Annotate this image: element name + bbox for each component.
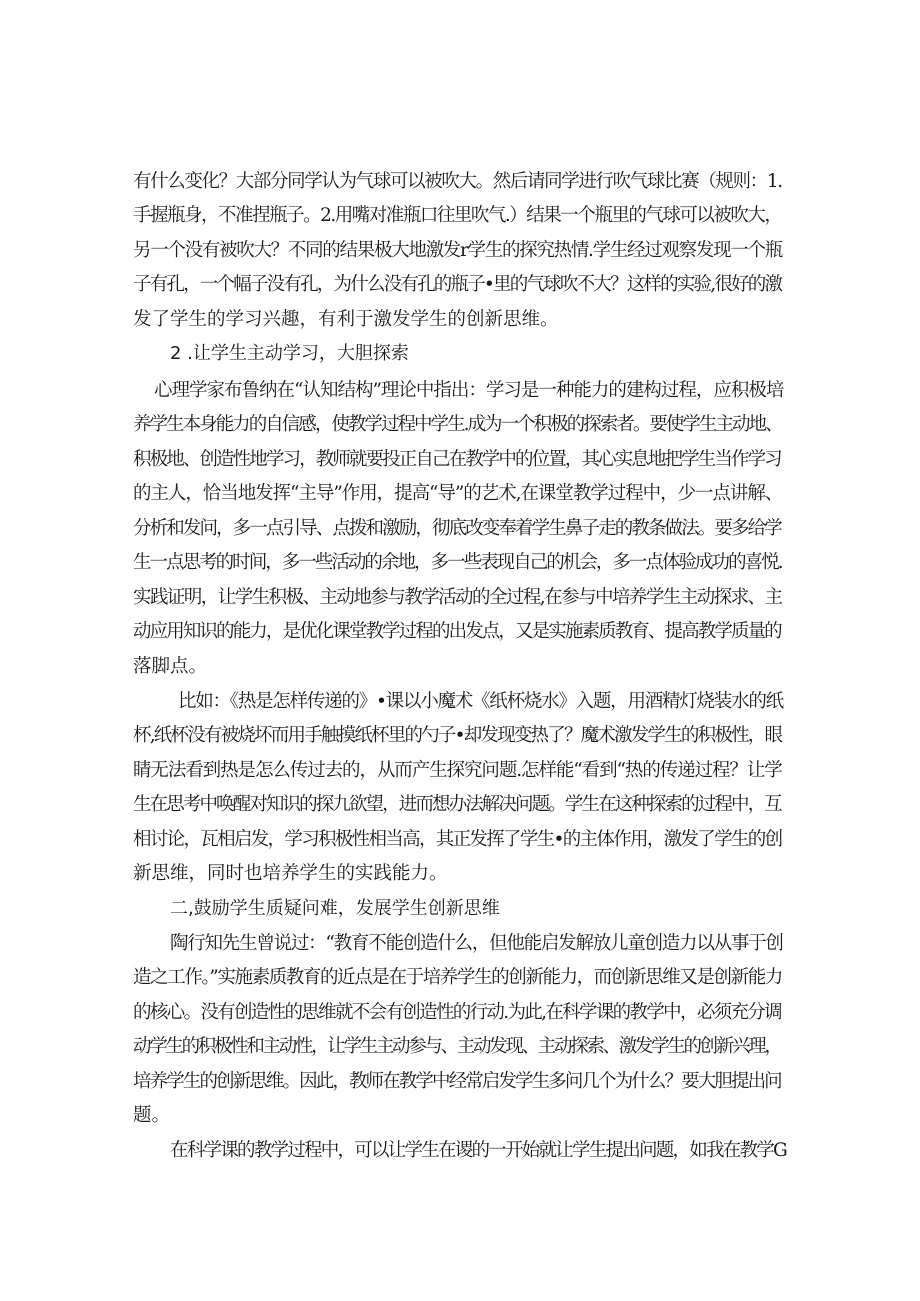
paragraph-line: 落脚点。 bbox=[133, 656, 208, 677]
paragraph-line: 相讨论，瓦相启发，学习积极性相当高，其正发挥了学生•的主体作用，激发了学生的创 bbox=[133, 829, 782, 850]
paragraph-line: 培养学生的创新思维。因此，教师在教学中经常启发学生多问几个为什么？要大胆提出问 bbox=[133, 1071, 781, 1092]
section-heading-two: 二,鼓励学生质疑问难，发展学生创新思维 bbox=[170, 898, 500, 919]
paragraph-line: 生一点思考的时间，多一些活动的余地，多一些表现自己的机会，多一点体验成功的喜悦. bbox=[133, 552, 782, 573]
section-heading-2: 2 .让学生主动学习，大胆探索 bbox=[170, 343, 409, 364]
paragraph-line: 题。 bbox=[133, 1105, 171, 1126]
paragraph-line: 动应用知识的能力，是优化课堂教学过程的出发点，又是实施素质教育、提高教学质量的 bbox=[133, 621, 781, 642]
paragraph-line: 发了学生的学习兴趣，有利于激发学生的创新思维。 bbox=[133, 309, 559, 330]
paragraph-line: 养学生本身能力的自信感，使教学过程中学生.成为一个积极的探索者。要使学生主动地、 bbox=[133, 414, 782, 435]
paragraph-line: 陶行知先生曾说过：“教育不能创造什么，但他能启发解放儿童创造力以从事于创 bbox=[170, 933, 783, 954]
paragraph-line: 动学生的积极性和主动性，让学生主动参与、主动发现、主动探索、激发学生的创新兴理， bbox=[133, 1036, 781, 1057]
paragraph-line: 生在思考中唤醒对知识的探九欲望，进而想办法解决问题。学生在这种探索的过程中，互 bbox=[133, 794, 781, 815]
paragraph-line: 睛无法看到热是怎么传过去的，从而产生探究问题.怎样能“看到“热的传递过程？让学 bbox=[133, 760, 782, 781]
paragraph-line: 的主人，恰当地发挥“主导”作用，提高“导”的艺术,在课堂教学过程中，少一点讲解、 bbox=[133, 483, 783, 504]
paragraph-line: 手握瓶身，不准捏瓶子。2.用嘴对准瓶口往里吹气.）结果一个瓶里的气球可以被吹大， bbox=[133, 205, 782, 226]
paragraph-line: 杯,纸杯没有被烧坏而用手触摸纸杯里的勺子•却发现变热了？魔术激发学生的积极性，眼 bbox=[133, 725, 782, 746]
paragraph-line: 在科学课的教学过程中，可以让学生在谡的一开始就让学生提出问题，如我在教学G bbox=[170, 1140, 787, 1161]
paragraph-line: 子有孔，一个幅子没有孔，为什么没有孔的瓶子•里的气球吹不大？这样的实验,很好的激 bbox=[133, 274, 782, 295]
paragraph-line: 实践证明，让学生积极、主动地参与教学活动的全过程,在参与中培养学生主动探求、主 bbox=[133, 587, 782, 608]
paragraph-line: 比如：《热是怎样传递的》•课以小魔术《纸杯烧水》入题，用酒精灯烧装水的纸 bbox=[178, 691, 783, 712]
paragraph-line: 造之工作。”实施素质教育的近点是在于培养学生的创新能力，而创新思维又是创新能力 bbox=[133, 967, 783, 988]
paragraph-line: 的核心。没有创造性的思维就不会有创造性的行动.为此,在科学课的教学中，必须充分调 bbox=[133, 1002, 781, 1023]
paragraph-line: 分析和发问，多一点引导、点拨和激励，彻底改变奉着学生鼻子走的教条做法。要多给学 bbox=[133, 518, 781, 539]
paragraph-line: 有什么变化？大部分同学认为气球可以被吹大。然后请同学进行吹气球比赛（规则：1. bbox=[133, 171, 782, 192]
paragraph-line: 新思维，同时也培养学生的实践能力。 bbox=[133, 863, 448, 884]
paragraph-line: 积极地、创造性地学习，教师就要投正自己在教学中的位置，其心实息地把学生当作学习 bbox=[133, 449, 781, 470]
paragraph-line: 另一个没有被吹大？不同的结果极大地激发r学生的探究热情.学生经过观察发现一个瓶 bbox=[133, 240, 782, 261]
paragraph-line: 心理学家布鲁纳在“认知结构”理论中指出：学习是一种能力的建构过程，应积极培 bbox=[154, 380, 784, 401]
